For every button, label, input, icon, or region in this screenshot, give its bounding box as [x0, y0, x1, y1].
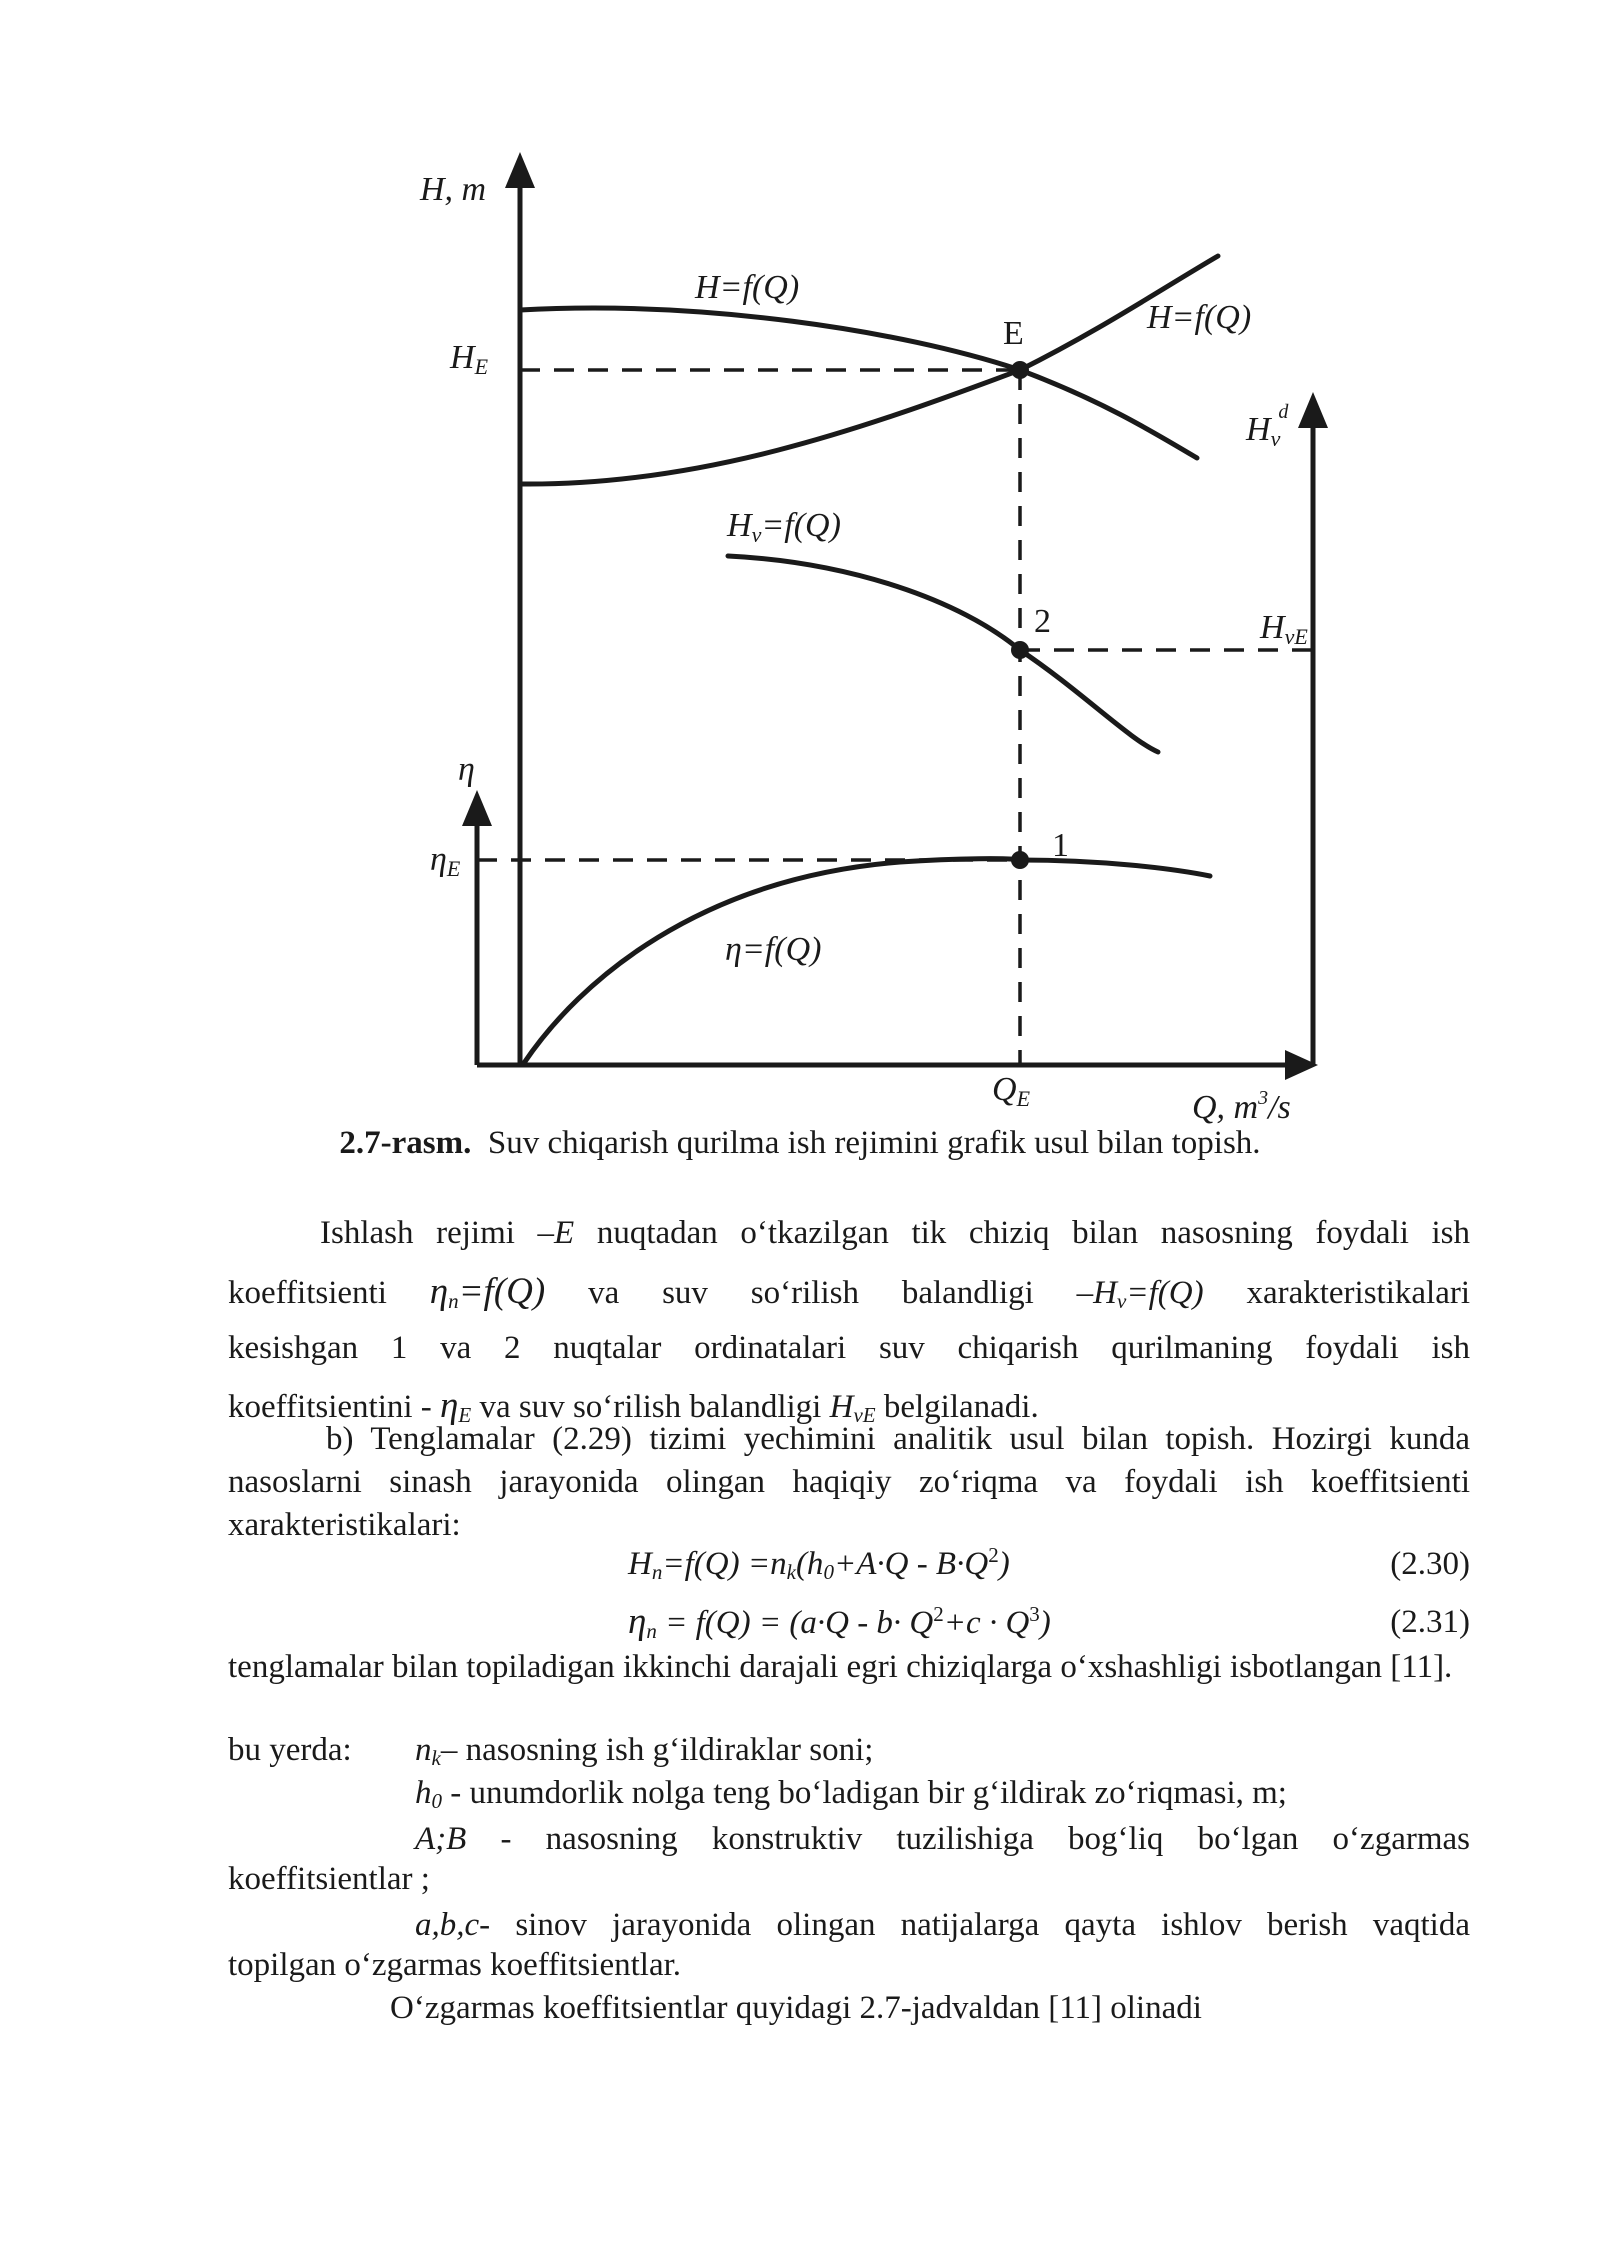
point-2-label: 2 — [1034, 603, 1051, 640]
hv-axis-arrow — [1298, 392, 1328, 428]
suction-head-curve — [728, 556, 1158, 752]
figure-caption — [0, 1125, 1600, 1162]
point-1-label: 1 — [1052, 827, 1069, 864]
point-2-marker — [1011, 641, 1029, 659]
efficiency-curve — [524, 859, 1210, 1063]
pump-characteristic-diagram — [0, 0, 1600, 1130]
equation-2-31-number: (2.31) — [1390, 1604, 1470, 1640]
suction-curve-label: Hv=f(Q) — [727, 507, 841, 547]
definition-ab-continued: koeffitsientlar ; — [228, 1861, 430, 1897]
paragraph-3: tenglamalar bilan topiladigan ikkinchi darajali egri chiziqlarga o‘xshashligi isbotlangan [11]. — [228, 1649, 1453, 1685]
h-axis-label: H, m — [420, 171, 487, 208]
definition-nk: $n_k-$ nasosning ish g‘ildiraklar soni; — [415, 1732, 874, 1770]
efficiency-curve-label: η=f(Q) — [725, 931, 822, 968]
equation-2-30-number: (2.30) — [1390, 1546, 1470, 1582]
paragraph-2: b) Tenglamalar (2.29) tizimi yechimini analitik usul bilan topish. Hozirgi kunda nasoslarni sinash jarayonida olingan haqiqiy zo‘riqma va foydali ish koeffitsienti xarakteristikalari: — [228, 1421, 1470, 1543]
paragraph-1-line-1: Ishlash rejimi –E nuqtadan o‘tkazilgan tik chiziq bilan nasosning foydali ish — [320, 1215, 1470, 1251]
hv-axis-label: Hvd — [1246, 401, 1289, 451]
etae-label: ηE — [430, 841, 461, 881]
point-e-label: E — [1003, 315, 1024, 352]
figure-number: 2.7-rasm. — [339, 1125, 472, 1161]
definition-abc: a,b,c- sinov jarayonida olingan natijalarga qayta ishlov berish vaqtida — [415, 1907, 1470, 1943]
hve-label: HvE — [1260, 609, 1308, 649]
he-label: HE — [450, 339, 489, 379]
system-curve-label: H=f(Q) — [1147, 299, 1252, 336]
paragraph-1-line-4: koeffitsientini - $\eta_E$ va suv so‘rilish balandligi $H_{vE}$ belgilanadi. — [228, 1385, 1039, 1427]
paragraph-1-line-2: koeffitsienti $\eta_n=f(Q)$ va suv so‘rilish balandligi $-H_v=f(Q)$ xarakteristikalari — [228, 1271, 1470, 1313]
definitions-intro: bu yerda: — [228, 1732, 352, 1768]
eta-axis-label: η — [458, 751, 475, 788]
point-e-marker — [1011, 361, 1029, 379]
definition-abc-continued: topilgan o‘zgarmas koeffitsientlar. — [228, 1947, 682, 1983]
h-axis-arrow — [505, 152, 535, 188]
point-1-marker — [1011, 851, 1029, 869]
definition-ab: A;B - nasosning konstruktiv tuzilishiga bog‘liq bo‘lgan o‘zgarmas — [415, 1821, 1470, 1857]
paragraph-4: O‘zgarmas koeffitsientlar quyidagi 2.7-jadvaldan [11] olinadi — [390, 1990, 1202, 2026]
paragraph-1-line-3: kesishgan 1 va 2 nuqtalar ordinatalari suv chiqarish qurilmaning foydali ish — [228, 1330, 1470, 1366]
qe-label: QE — [992, 1071, 1031, 1111]
definition-h0: $h_0$ - unumdorlik nolga teng bo‘ladigan bir g‘ildirak zo‘riqmasi, m; — [415, 1775, 1287, 1813]
pump-curve-label: H=f(Q) — [695, 269, 800, 306]
equation-2-31: $\eta_n = f(Q) = (a\cdot Q - b\cdot Q^2+c \cdot Q^3)$ — [628, 1601, 1051, 1643]
figure-caption-text: Suv chiqarish qurilma ish rejimini grafik usul bilan topish. — [487, 1125, 1261, 1161]
q-axis-label: Q, $m^3/s$ — [1192, 1087, 1291, 1126]
eta-axis-arrow — [462, 790, 492, 826]
equation-2-30: $H_n=f(Q) =n_k(h_0+A\cdot Q - B\cdot Q^2)$ — [628, 1543, 1010, 1584]
